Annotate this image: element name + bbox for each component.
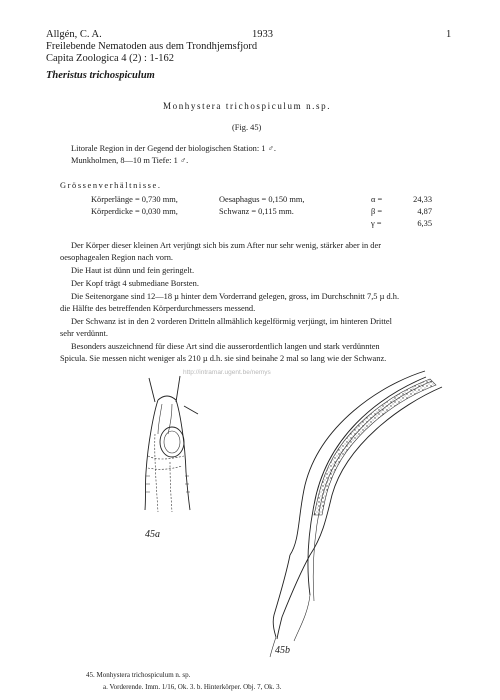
paragraph-line: Der Körper dieser kleinen Art verjüngt sich bis zum After nur sehr wenig, stärker aber in der bbox=[71, 241, 382, 250]
head-seta bbox=[184, 406, 198, 414]
internal-dashed-line bbox=[148, 456, 184, 459]
figure-label-45a: 45a bbox=[145, 529, 160, 540]
buccal-wall bbox=[158, 404, 162, 434]
paragraph-line: die Hälfte des betreffenden Körperdurchmessers messend. bbox=[60, 304, 256, 313]
alpha-label: α = bbox=[371, 195, 383, 204]
paragraph-line: Besonders auszeichnend für diese Art sind die ausserordentlich langen und stark verdünnten bbox=[71, 342, 380, 351]
alpha-value: 24,33 bbox=[413, 195, 432, 204]
amphid bbox=[160, 427, 184, 457]
body-length: Körperlänge = 0,730 mm, bbox=[91, 195, 178, 204]
amphid-inner bbox=[164, 431, 180, 453]
paper-title: Freilebende Nematoden aus dem Trondhjemsfjord bbox=[46, 41, 258, 52]
species-name: Theristus trichospiculum bbox=[46, 70, 155, 81]
buccal-wall bbox=[168, 404, 172, 434]
paragraph-line: Die Haut ist dünn und fein geringelt. bbox=[71, 266, 195, 275]
head-seta bbox=[176, 376, 180, 402]
paragraph-line: Der Schwanz ist in den 2 vorderen Dritteln allmählich kegelförmig verjüngt, im hinteren Drittel bbox=[71, 317, 392, 326]
spicule-tip bbox=[294, 595, 310, 641]
year: 1933 bbox=[252, 29, 273, 40]
oesophagus-line bbox=[155, 434, 158, 512]
measurements-heading: Grössenverhältnisse. bbox=[60, 181, 162, 190]
locality-line-1: Litorale Region in der Gegend der biologischen Station: 1 ♂. bbox=[71, 144, 276, 153]
figure-45a-drawing bbox=[100, 372, 210, 522]
cuticle-rings bbox=[146, 476, 190, 492]
oesophagus-line bbox=[170, 462, 172, 512]
figure-label-45b: 45b bbox=[275, 645, 290, 656]
gamma-value: 6,35 bbox=[417, 219, 432, 228]
figure-caption-title: 45. Monhystera trichospiculum n. sp. bbox=[86, 671, 191, 679]
paragraph-line: Der Kopf trägt 4 submediane Borsten. bbox=[71, 279, 199, 288]
page-number: 1 bbox=[446, 29, 452, 40]
figure-caption-detail: a. Vorderende. Imm. 1/16, Ok. 3. b. Hinterkörper. Obj. 7, Ok. 3. bbox=[103, 683, 282, 691]
body-width: Körperdicke = 0,030 mm, bbox=[91, 207, 178, 216]
locality-line-2: Munkholmen, 8—10 m Tiefe: 1 ♂. bbox=[71, 156, 189, 165]
watermark-url: http://intramar.ugent.be/nemys bbox=[183, 369, 271, 376]
figure-reference: (Fig. 45) bbox=[232, 123, 262, 132]
paragraph-line: Spicula. Sie messen nicht weniger als 210 µ d.h. sie sind beinahe 2 mal so lang wie der Schwanz. bbox=[60, 354, 387, 363]
paragraph-line: oesophagealen Region nach vorn. bbox=[60, 253, 174, 262]
gamma-label: γ = bbox=[371, 219, 382, 228]
tail-outline bbox=[277, 555, 310, 639]
paragraph-line: sehr verdünnt. bbox=[60, 329, 108, 338]
body-outline-left bbox=[145, 400, 158, 510]
paragraph-line: Die Seitenorgane sind 12—18 µ hinter dem Vorderrand gelegen, gross, im Durchschnitt 7,5 µ d.h. bbox=[71, 292, 400, 301]
beta-label: β = bbox=[371, 207, 383, 216]
head-seta bbox=[149, 378, 155, 402]
figure-45b-drawing bbox=[250, 365, 470, 665]
internal-dashed-line bbox=[148, 466, 182, 469]
journal-citation: Capita Zoologica 4 (2) : 1-162 bbox=[46, 53, 175, 64]
oesophagus-length: Oesaphagus = 0,150 mm, bbox=[219, 195, 305, 204]
head-cap bbox=[158, 396, 176, 400]
tail-outline bbox=[273, 555, 290, 637]
beta-value: 4,87 bbox=[417, 207, 432, 216]
species-heading: Monhystera trichospiculum n.sp. bbox=[163, 101, 332, 111]
author: Allgén, C. A. bbox=[46, 29, 102, 40]
tail-length: Schwanz = 0,115 mm. bbox=[219, 207, 294, 216]
